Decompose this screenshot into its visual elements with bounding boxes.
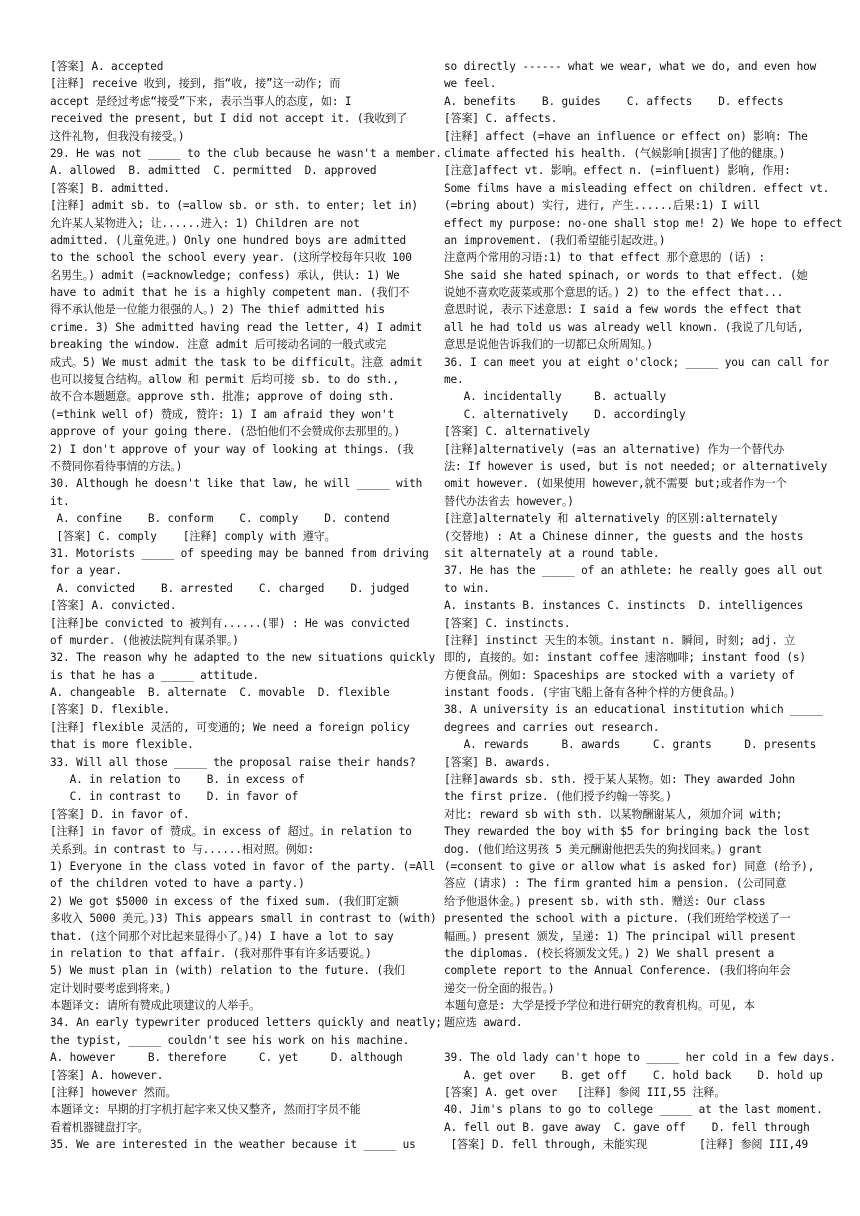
text-line: [答案] C. affects. [444,112,558,126]
text-line: 意思是说他告诉我们的一切都已众所周知。) [444,338,653,352]
text-line: instant foods. (宇宙飞船上备有各种个样的方便食品。) [444,686,736,700]
text-line: 也可以接复合结构。allow 和 permit 后均可接 sb. to do sth., [50,373,400,387]
text-line: in relation to that affair. (我对那件事有许多话要说。) [50,946,372,960]
text-line: 本题译文: 早期的打字机打起字来又快又整齐, 然而打字员不能 [50,1103,361,1117]
text-line: A. confine B. conform C. comply D. contend [50,512,390,526]
text-line: to the school the school every year. (这所学校每年只收 100 [50,251,412,265]
text-line: is that he has a _____ attitude. [50,668,259,682]
text-line: [注意]alternately 和 alternatively 的区别:alternately [444,512,778,526]
text-line: omit however. (如果使用 however,就不需要 but;或者作为一个 [444,477,787,491]
text-line: that is more flexible. [50,738,194,752]
text-line: [答案] A. however. [50,1068,164,1082]
text-line: 2) We got $5000 in excess of the fixed sum. (我们盯定额 [50,894,399,908]
text-line: [答案] B. admitted. [50,181,170,195]
text-line: 5) We must plan in (with) relation to the future. (我们 [50,964,405,978]
text-line: [注释] receive 收到, 接到, 指“收, 接”这一动作; 而 [50,77,341,91]
text-line: A. instants B. instances C. instincts D. intelligences [444,599,804,613]
text-line: A. benefits B. guides C. affects D. effects [444,94,784,108]
text-line: A. however B. therefore C. yet D. although [50,1051,403,1065]
text-line: all he had told us was already well known. (我说了几句话, [444,320,804,334]
text-line: [答案] C. instincts. [444,616,571,630]
text-line: the diplomas. (校长将颁发文凭。) 2) We shall present a [444,946,775,960]
text-line: 31. Motorists _____ of speeding may be banned from driving [50,546,429,560]
text-line: [答案] C. comply [注释] comply with 遵守。 [50,529,336,543]
text-line: 成式。5) We must admit the task to be difficult。注意 admit [50,355,423,369]
text-line: [注意]affect vt. 影响。effect n. (=influent) 影响, 作用: [444,164,791,178]
text-line: 关系到。in contrast to 与......相对照。例如: [50,842,315,856]
text-line: 这件礼物, 但我没有接受。) [50,129,185,143]
text-line: 名男生。) admit (=acknowledge; confess) 承认, 供认: 1) We [50,268,400,282]
text-line: 36. I can meet you at eight o'clock; _____ you can call for [444,355,830,369]
text-line: A. incidentally B. actually [444,390,666,404]
text-line: [注释]be convicted to 被判有......(罪) : He was convicted [50,616,410,630]
left-column [50,58,442,1154]
text-line: Some films have a misleading effect on children. effect vt. [444,181,830,195]
text-line: (交替地) : At a Chinese dinner, the guests and the hosts [444,529,804,543]
text-line: A. fell out B. gave away C. gave off D. fell through [444,1120,810,1134]
text-line: 幅画。) present 颁发, 呈递: 1) The principal will present [444,929,796,943]
text-line: of the children voted to have a party.) [50,877,305,891]
text-line: A. get over B. get off C. hold back D. hold up [444,1068,823,1082]
text-line: 法: If however is used, but is not needed; or alternatively [444,459,828,473]
text-line: 37. He has the _____ of an athlete: he really goes all out [444,564,823,578]
text-line: (=consent to give or allow what is asked for) 同意 (给予), [444,859,815,873]
text-line: [答案] D. flexible. [50,703,170,717]
text-line: crime. 3) She admitted having read the letter, 4) I admit [50,320,423,334]
text-line: me. [444,373,464,387]
text-line: 本题译文: 请所有赞成此项建议的人举手。 [50,999,261,1013]
text-line: approve of your going there. (恐怕他们不会赞成你去那里的。) [50,425,401,439]
text-line: 替代办法省去 however。) [444,494,574,508]
text-line: climate affected his health. (气候影响[损害]了他的健康。) [444,146,786,160]
text-line: that. (这个同那个对比起来显得小了。)4) I have a lot to say [50,929,394,943]
text-line: [答案] A. get over [注释] 参阅 III,55 注释。 [444,1086,726,1100]
text-line: an improvement. (我们希望能引起改进。) [444,233,666,247]
text-line: 不赞同你看待事情的方法。) [50,459,183,473]
text-line: 注意两个常用的习语:1) to that effect 那个意思的 (话) : [444,251,765,265]
text-line: [答案] D. in favor of. [50,807,190,821]
text-line: C. in contrast to D. in favor of [50,790,299,804]
text-line: breaking the window. 注意 admit 后可接动名词的一般式或完 [50,338,387,352]
text-line: of murder. (他被法院判有谋杀罪。) [50,633,239,647]
text-line: 1) Everyone in the class voted in favor of the party. (=All [50,859,436,873]
text-line: degrees and carries out research. [444,720,660,734]
text-line: presented the school with a picture. (我们班给学校送了一 [444,912,791,926]
text-line: 2) I don't approve of your way of looking at things. (我 [50,442,414,456]
text-line: [注释] however 然而。 [50,1086,177,1100]
text-line: (=think well of) 赞成, 赞许: 1) I am afraid they won't [50,407,395,421]
text-line: They rewarded the boy with $5 for bringing back the lost [444,825,810,839]
text-line: dog. (他们给这男孩 5 美元酬谢他把丢失的狗找回来。) grant [444,842,762,856]
text-line: the first prize. (他们授予约翰一等奖。) [444,790,672,804]
text-line: accept 是经过考虑“接受”下来, 表示当事人的态度, 如: I [50,94,352,108]
text-line: 给予他退休金。) present sb. with sth. 赠送: Our class [444,894,766,908]
text-line: 定计划时要考虑到将来。) [50,981,172,995]
text-line: 方便食品。例如: Spaceships are stocked with a variety of [444,668,795,682]
text-line: 答应 (请求) : The firm granted him a pension. (公司同意 [444,877,787,891]
text-line: 40. Jim's plans to go to college _____ at the last moment. [444,1103,823,1117]
text-line: 看着机器键盘打字。 [50,1120,149,1134]
text-line: [注释] instinct 天生的本领。instant n. 瞬间, 时刻; adj. 立 [444,633,796,647]
text-line: effect my purpose: no-one shall stop me! 2) We hope to effect [444,216,843,230]
text-line: 38. A university is an educational institution which _____ [444,703,823,717]
text-line: [答案] D. fell through, 未能实现 [注释] 参阅 III,49 [444,1138,809,1152]
text-line: A. rewards B. awards C. grants D. presents [444,738,817,752]
text-line: 题应选 award. [444,1016,523,1030]
text-line: admitted. (儿童免进。) Only one hundred boys are admitted [50,233,407,247]
text-line: the typist, _____ couldn't see his work on his machine. [50,1033,410,1047]
text-line: [注释] in favor of 赞成。in excess of 超过。in relation to [50,825,412,839]
text-line: it. [50,494,70,508]
text-line: [答案] C. alternatively [444,425,590,439]
text-line: 故不合本题题意。approve sth. 批准; approve of doing sth. [50,390,395,404]
text-line: A. allowed B. admitted C. permitted D. approved [50,164,377,178]
text-line: (=bring about) 实行, 进行, 产生......后果:1) I will [444,199,761,213]
text-line: sit alternately at a round table. [444,546,660,560]
text-line: for a year. [50,564,122,578]
text-line: 多收入 5000 美元。)3) This appears small in contrast to (with) [50,912,437,926]
text-line: 即的, 直接的。如: instant coffee 速溶咖啡; instant food (s) [444,651,806,665]
text-line: 34. An early typewriter produced letters quickly and neatly; [50,1016,442,1030]
text-line: C. alternatively D. accordingly [444,407,686,421]
text-line: so directly ------ what we wear, what we do, and even how [444,60,817,73]
text-line: [答案] A. accepted [50,60,164,73]
text-line: complete report to the Annual Conference. (我们将向年会 [444,964,791,978]
text-line: [答案] A. convicted. [50,599,177,613]
text-line: [注释] admit sb. to (=allow sb. or sth. to enter; let in) [50,199,418,213]
text-line: [注释]alternatively (=as an alternative) 作为一个替代办 [444,442,785,456]
text-line: 32. The reason why he adapted to the new situations quickly [50,651,436,665]
text-line: have to admit that he is a highly competent man. (我们不 [50,286,410,300]
text-line: 允许某人某物进入; 让......进入: 1) Children are not [50,216,360,230]
text-line: 35. We are interested in the weather because it _____ us [50,1138,416,1152]
text-line: 得不承认他是一位能力很强的人。) 2) The thief admitted his [50,303,385,317]
text-line: [注释]awards sb. sth. 授于某人某物。如: They awarded John [444,773,796,787]
text-line: 29. He was not _____ to the club because he wasn't a member. [50,146,442,160]
text-line: 本题句意是: 大学是授予学位和进行研究的教育机构。可见, 本 [444,999,755,1013]
text-line: to win. [444,581,490,595]
text-line: [注释] flexible 灵活的, 可变通的; We need a foreign policy [50,720,410,734]
text-line: A. convicted B. arrested C. charged D. judged [50,581,410,595]
text-line: [答案] B. awards. [444,755,551,769]
text-line: 39. The old lady can't hope to _____ her cold in a few days. [444,1051,836,1065]
text-line: A. in relation to B. in excess of [50,773,305,787]
text-line: 33. Will all those _____ the proposal raise their hands? [50,755,416,769]
text-line: 说她不喜欢吃菠菜或那个意思的话。) 2) to the effect that... [444,286,784,300]
text-line: we feel. [444,77,497,91]
text-line: She said she hated spinach, or words to that effect. (她 [444,268,808,282]
text-line: received the present, but I did not accept it. (我收到了 [50,112,408,126]
text-line: [注释] affect (=have an influence or effect on) 影响: The [444,129,808,143]
text-line: 意思时说, 表示下述意思: I said a few words the effect that [444,303,802,317]
right-column [444,58,843,1154]
text-line: 递交一份全面的报告。) [444,981,555,995]
text-line: 对比: reward sb with sth. 以某物酬谢某人, 须加介词 with; [444,807,783,821]
text-line: 30. Although he doesn't like that law, he will _____ with [50,477,423,491]
text-line: A. changeable B. alternate C. movable D. flexible [50,686,390,700]
text-line [444,1032,808,1049]
